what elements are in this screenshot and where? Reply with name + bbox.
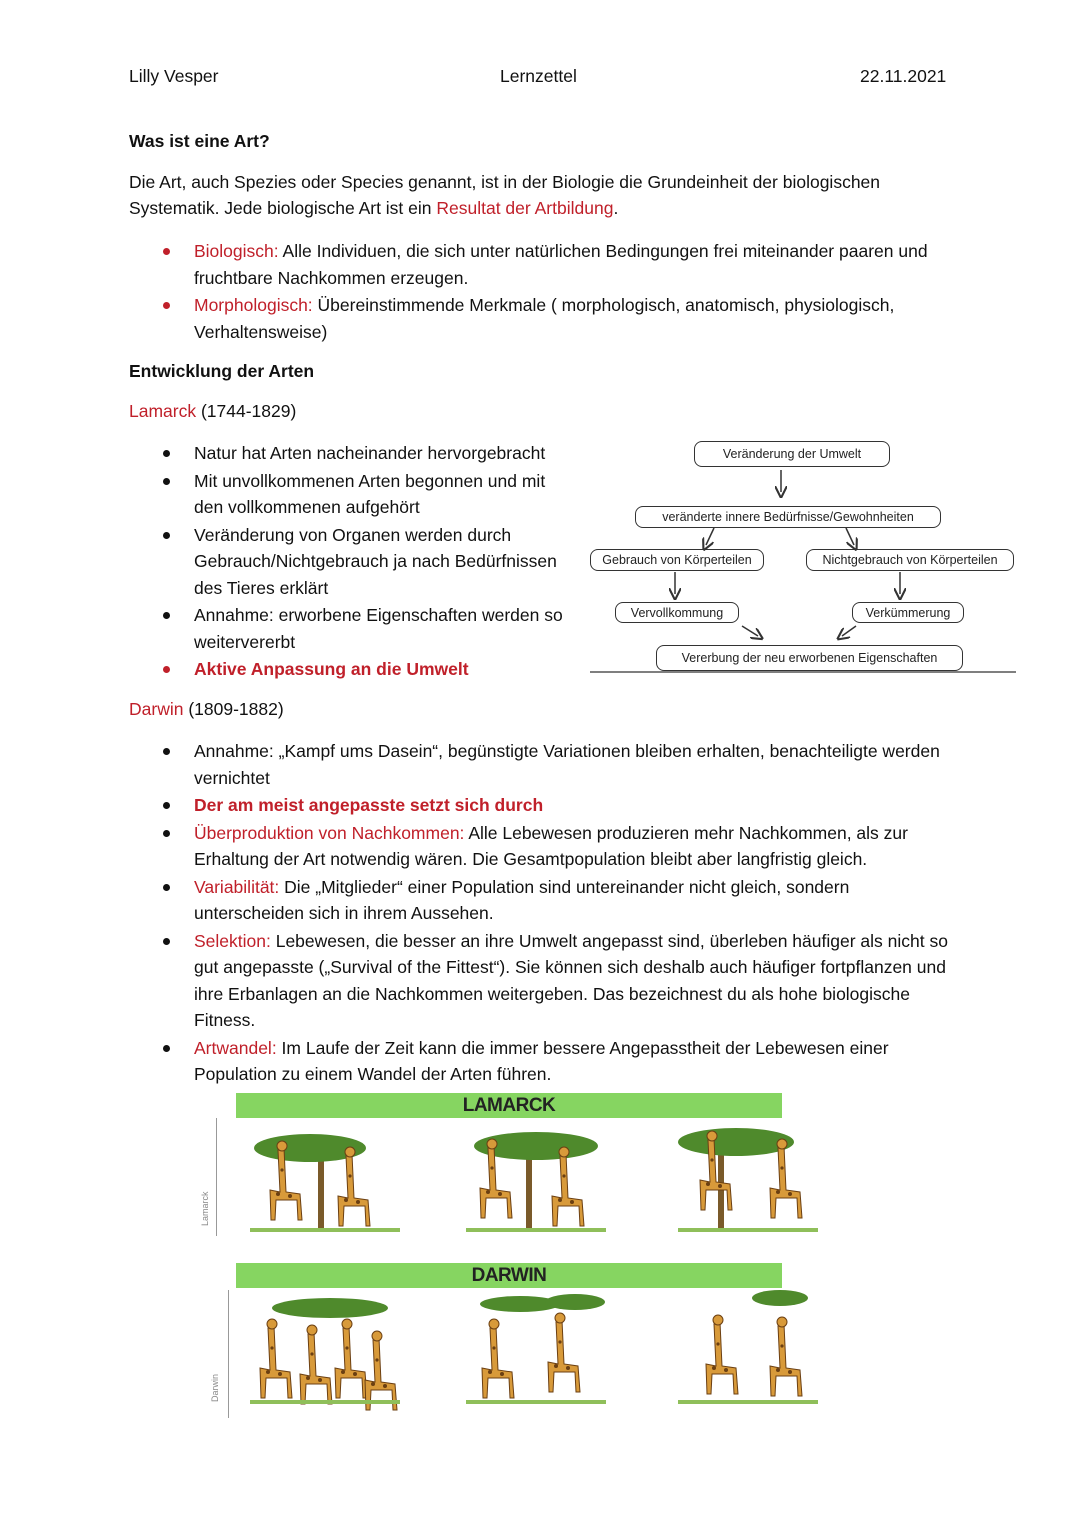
art-intro-highlight: Resultat der Artbildung xyxy=(436,198,614,218)
list-item-text: Die „Mitglieder“ einer Population sind untereinander nicht gleich, sondern unterscheiden sich in ihrem Aussehen. xyxy=(194,876,850,923)
list-item xyxy=(129,238,939,291)
list-item-text: Alle Individuen, die sich unter natürlichen Bedingungen frei miteinander paaren und fruchtbare Nachkommen erzeugen. xyxy=(194,241,928,288)
diagram-box-middle: veränderte innere Bedürfnisse/Gewohnheiten xyxy=(635,506,941,528)
list-item: Annahme: „Kampf ums Dasein“, begünstigte Variationen bleiben erhalten, benachteiligte werden vernichtet xyxy=(129,738,959,791)
list-item-text: Übereinstimmende Merkmale ( morphologisch, anatomisch, physiologisch, Verhaltensweise) xyxy=(194,295,895,342)
giraffe-icon xyxy=(548,1313,580,1392)
list-item-term: Variabilität: xyxy=(194,876,280,897)
document-date: 22.11.2021 xyxy=(860,66,947,86)
tree-icon xyxy=(480,1294,605,1312)
list-item: Mit unvollkommenen Arten begonnen und mit den vollkommenen aufgehört xyxy=(129,468,579,521)
darwin-name: Darwin xyxy=(129,699,184,719)
lamarck-list xyxy=(129,440,579,684)
list-item-term: Biologisch: xyxy=(194,241,279,261)
giraffe-icon xyxy=(365,1331,397,1410)
lamarck-divider xyxy=(216,1118,217,1236)
lamarck-name: Lamarck xyxy=(129,401,197,421)
lamarck-heading xyxy=(129,401,296,422)
list-item: Annahme: erworbene Eigenschaften werden so weitervererbt xyxy=(129,602,579,655)
list-item-highlight: Aktive Anpassung an die Umwelt xyxy=(129,656,579,683)
list-item-text: Lebewesen, die besser an ihre Umwelt angepasst sind, überleben häufiger als nicht so gut angepasste („Survival of the Fittest“). Sie können sich deshalb auch häufiger fortpflanzen und ihre Erbanlagen an die Nachkommen weitergeben. Das bezeichnest du als hohe biologische Fitness. xyxy=(194,930,948,1030)
art-intro-text: Die Art, auch Spezies oder Species genannt, ist in der Biologie die Grundeinheit der biologischen Systematik. Jede biologische Art ist ein xyxy=(129,172,881,218)
giraffe-icon xyxy=(260,1319,292,1398)
list-item-term: Morphologisch: xyxy=(194,295,313,315)
list-item xyxy=(129,292,939,345)
list-item: Veränderung von Organen werden durch Gebrauch/Nichtgebrauch ja nach Bedürfnissen des Tieres erklärt xyxy=(129,522,579,602)
list-item: Natur hat Arten nacheinander hervorgebracht xyxy=(129,440,579,467)
heading-art: Was ist eine Art? xyxy=(129,131,270,151)
lamarck-banner: LAMARCK xyxy=(236,1093,782,1118)
list-item-term: Selektion: xyxy=(194,930,271,951)
author-name: Lilly Vesper xyxy=(129,66,219,86)
lamarck-years: (1744-1829) xyxy=(196,401,297,421)
list-item-highlight: Der am meist angepasste setzt sich durch xyxy=(129,792,959,819)
art-definition-list xyxy=(129,238,939,346)
heading-entwicklung: Entwicklung der Arten xyxy=(129,361,315,381)
diagram-box-left: Gebrauch von Körperteilen xyxy=(590,549,764,571)
list-item-term: Artwandel: xyxy=(194,1037,277,1058)
list-item-text: Alle Lebewesen produzieren mehr Nachkommen, als zur Erhaltung der Art notwendig wären. Die Gesamtpopulation bleibt aber langfristig gleich. xyxy=(194,822,908,869)
giraffe-icon xyxy=(706,1315,738,1394)
darwin-heading xyxy=(129,699,284,720)
list-item xyxy=(129,874,959,927)
diagram-box-left-result: Vervollkommung xyxy=(615,602,739,623)
darwin-list xyxy=(129,738,959,1089)
giraffe-icon xyxy=(300,1325,332,1404)
diagram-arrows xyxy=(580,430,1030,680)
giraffe-icon xyxy=(770,1317,802,1396)
art-intro xyxy=(129,169,929,221)
tree-icon xyxy=(272,1298,388,1318)
diagram-box-bottom: Vererbung der neu erworbenen Eigenschaften xyxy=(656,645,963,671)
giraffe-scenes xyxy=(230,1118,830,1428)
list-item xyxy=(129,1035,959,1088)
list-item xyxy=(129,820,959,873)
lamarck-side-label: Lamarck xyxy=(200,1191,210,1226)
giraffe-icon xyxy=(335,1319,367,1398)
document-title: Lernzettel xyxy=(500,66,577,86)
diagram-box-right: Nichtgebrauch von Körperteilen xyxy=(806,549,1014,571)
tree-icon xyxy=(752,1290,808,1306)
darwin-side-label: Darwin xyxy=(210,1373,220,1402)
list-item xyxy=(129,928,959,1034)
art-intro-end: . xyxy=(613,198,619,218)
darwin-banner: DARWIN xyxy=(236,1263,782,1288)
darwin-divider xyxy=(228,1290,229,1418)
diagram-box-right-result: Verkümmerung xyxy=(852,602,964,623)
list-item-text: Im Laufe der Zeit kann die immer bessere Angepasstheit der Lebewesen einer Population zu einem Wandel der Arten führen. xyxy=(194,1037,889,1084)
giraffe-icon xyxy=(482,1319,514,1398)
list-item-term: Überproduktion von Nachkommen: xyxy=(194,822,465,843)
diagram-box-top: Veränderung der Umwelt xyxy=(694,441,890,467)
darwin-years: (1809-1882) xyxy=(183,699,284,719)
